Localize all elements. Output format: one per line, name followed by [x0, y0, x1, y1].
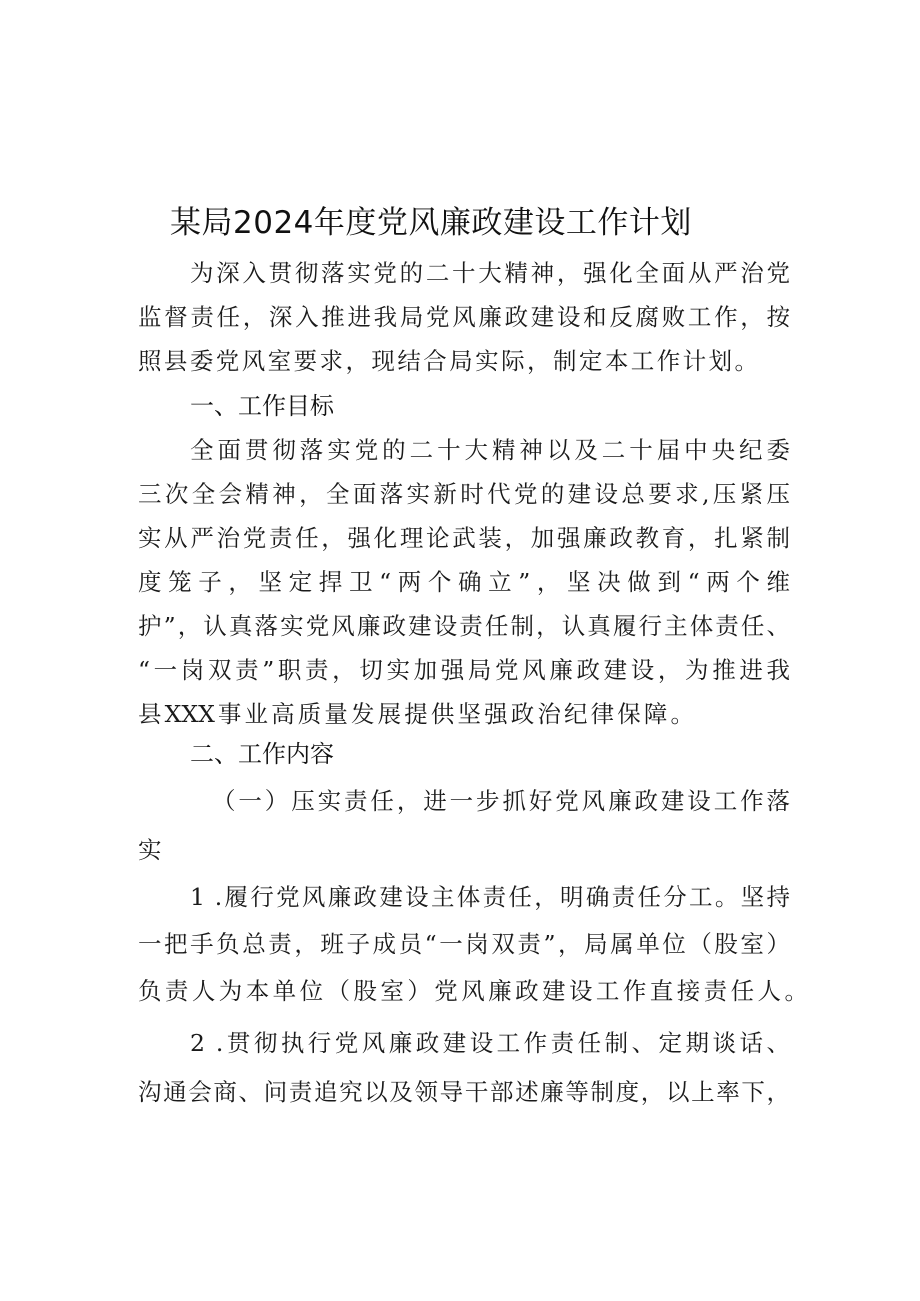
goals-line-1: 全面贯彻落实党的二十大精神以及二十届中央纪委 [190, 436, 790, 464]
item1-line-3: 负责人为本单位（股室）党风廉政建设工作直接责任人。 [138, 977, 808, 1005]
section-heading-goals: 一、工作目标 [190, 392, 334, 420]
document-title: 某局2024年度党风廉政建设工作计划 [170, 205, 692, 241]
intro-line-1: 为深入贯彻落实党的二十大精神，强化全面从严治党 [190, 259, 790, 287]
subheading-line-2: 实 [138, 836, 162, 864]
goals-line-4: 度笼子，坚定捍卫“两个确立”，坚决做到“两个维 [138, 568, 790, 596]
item2-line-1: 2 .贯彻执行党风廉政建设工作责任制、定期谈话、 [190, 1029, 790, 1057]
goals-line-5: 护”，认真落实党风廉政建设责任制，认真履行主体责任、 [138, 612, 790, 640]
section-heading-content: 二、工作内容 [190, 740, 334, 768]
goals-line-7: 县XXX事业高质量发展提供坚强政治纪律保障。 [138, 700, 694, 728]
item1-line-2: 一把手负总责，班子成员“一岗双责”，局属单位（股室） [138, 930, 790, 958]
subheading-line-1: （一）压实责任，进一步抓好党风廉政建设工作落 [212, 787, 790, 815]
item2-line-2: 沟通会商、问责追究以及领导干部述廉等制度，以上率下， [138, 1078, 790, 1106]
intro-line-2: 监督责任，深入推进我局党风廉政建设和反腐败工作，按 [138, 303, 790, 331]
goals-line-3: 实从严治党责任，强化理论武装，加强廉政教育，扎紧制 [138, 524, 790, 552]
item1-line-1: 1 .履行党风廉政建设主体责任，明确责任分工。坚持 [190, 883, 790, 911]
intro-line-3: 照县委党风室要求，现结合局实际，制定本工作计划。 [138, 347, 758, 375]
goals-line-6: “一岗双责”职责，切实加强局党风廉政建设，为推进我 [138, 656, 790, 684]
goals-line-2: 三次全会精神，全面落实新时代党的建设总要求,压紧压 [138, 480, 790, 508]
